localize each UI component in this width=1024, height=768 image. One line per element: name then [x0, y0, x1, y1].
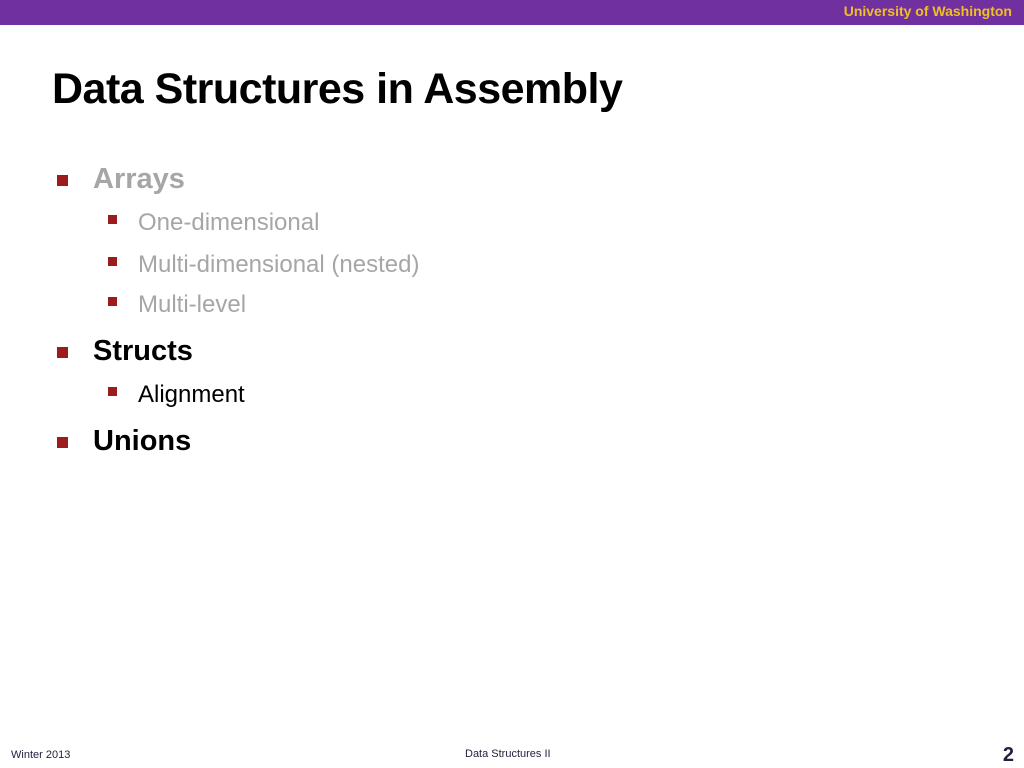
bullet-square-icon [108, 215, 117, 224]
footer-term: Winter 2013 [11, 749, 71, 761]
organization-name: University of Washington [843, 3, 1012, 19]
bullet-text: Arrays [93, 163, 185, 195]
bullet-square-icon [108, 297, 117, 306]
bullet-square-icon [57, 347, 68, 358]
bullet-text: Multi-dimensional (nested) [138, 251, 420, 278]
bullet-square-icon [108, 257, 117, 266]
bullet-text: Unions [93, 425, 192, 457]
bullet-square-icon [108, 387, 117, 396]
slide-number: 2 [1002, 744, 1014, 766]
bullet-square-icon [57, 175, 68, 186]
bullet-text: Structs [93, 335, 193, 367]
bullet-square-icon [57, 437, 68, 448]
slide-title: Data Structures in Assembly [52, 65, 623, 113]
bullet-text: Alignment [138, 381, 245, 408]
footer-lecture-title: Data Structures II [465, 748, 551, 760]
bullet-text: One-dimensional [138, 209, 320, 236]
bullet-text: Multi-level [138, 291, 247, 318]
